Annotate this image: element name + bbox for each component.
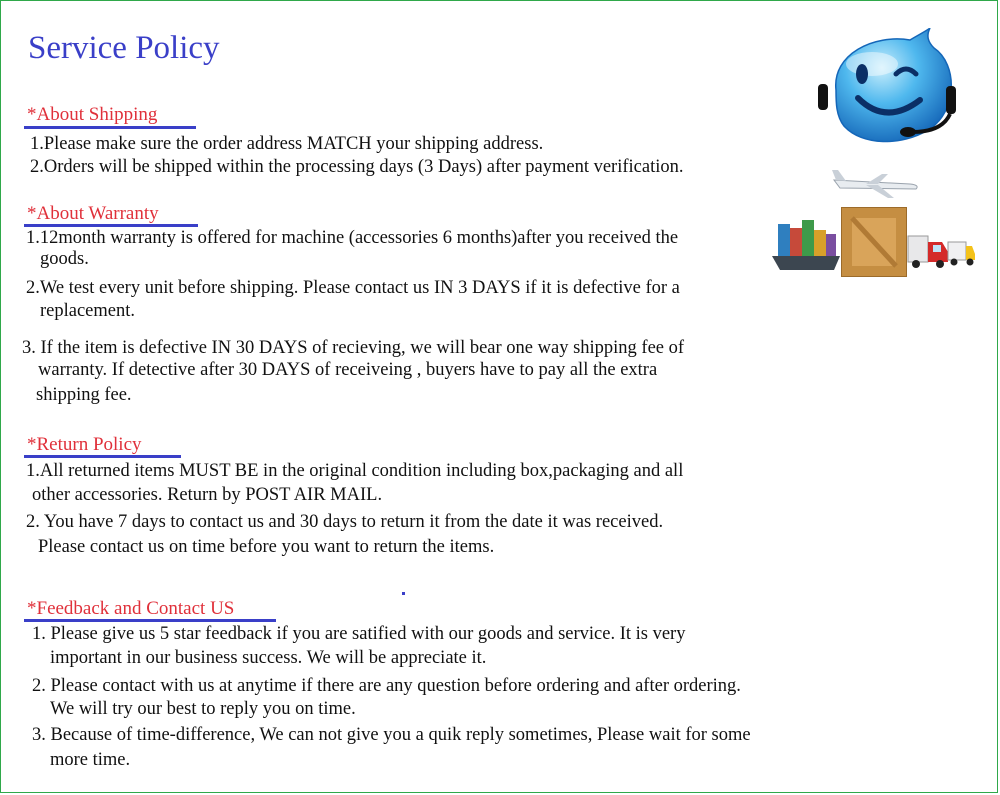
feedback-line-6: more time. <box>50 750 131 770</box>
warranty-underline <box>24 224 198 227</box>
feedback-line-2: important in our business success. We will be appreciate it. <box>50 648 487 668</box>
airplane-icon <box>832 170 917 198</box>
crate-icon <box>842 208 906 276</box>
feedback-line-4: We will try our best to reply you on time. <box>50 699 356 719</box>
warranty-line-6: warranty. If detective after 30 DAYS of receiveing , buyers have to pay all the extra <box>38 360 658 380</box>
page-title: Service Policy <box>28 30 220 66</box>
return-line-2: other accessories. Return by POST AIR MAIL. <box>32 485 383 505</box>
logistics-illustration <box>770 158 975 278</box>
warranty-line-7: shipping fee. <box>36 385 132 405</box>
smiley-headset-icon <box>812 28 962 148</box>
return-line-4: Please contact us on time before you want to return the items. <box>38 537 495 557</box>
return-line-1: 1.All returned items MUST BE in the original condition including box,packaging and all <box>26 461 684 481</box>
return-line-3: 2. You have 7 days to contact us and 30 days to return it from the date it was received. <box>26 512 664 532</box>
return-underline <box>24 455 181 458</box>
stray-dot <box>402 592 405 595</box>
feedback-line-5: 3. Because of time-difference, We can not give you a quik reply sometimes, Please wait for some <box>32 725 751 745</box>
shipping-underline <box>24 126 196 129</box>
van-icon <box>948 242 975 266</box>
warranty-line-2: goods. <box>40 249 89 269</box>
warranty-line-5: 3. If the item is defective IN 30 DAYS of recieving, we will bear one way shipping fee of <box>22 338 685 358</box>
feedback-underline <box>24 619 276 622</box>
shipping-line-2: 2.Orders will be shipped within the processing days (3 Days) after payment verification. <box>30 157 684 177</box>
return-heading: *Return Policy <box>27 434 142 455</box>
truck-icon <box>908 236 948 268</box>
shipping-line-1: 1.Please make sure the order address MATCH your shipping address. <box>30 134 544 154</box>
warranty-heading: *About Warranty <box>27 203 159 224</box>
feedback-line-3: 2. Please contact with us at anytime if there are any question before ordering and after ordering. <box>32 676 741 696</box>
shipping-heading: *About Shipping <box>27 104 158 125</box>
warranty-line-4: replacement. <box>40 301 136 321</box>
feedback-heading: *Feedback and Contact US <box>27 598 235 619</box>
warranty-line-1: 1.12month warranty is offered for machine (accessories 6 months)after you received the <box>26 228 679 248</box>
warranty-line-3: 2.We test every unit before shipping. Please contact us IN 3 DAYS if it is defective for a <box>26 278 680 298</box>
ship-icon <box>772 220 840 270</box>
feedback-line-1: 1. Please give us 5 star feedback if you are satified with our goods and service. It is very <box>32 624 686 644</box>
